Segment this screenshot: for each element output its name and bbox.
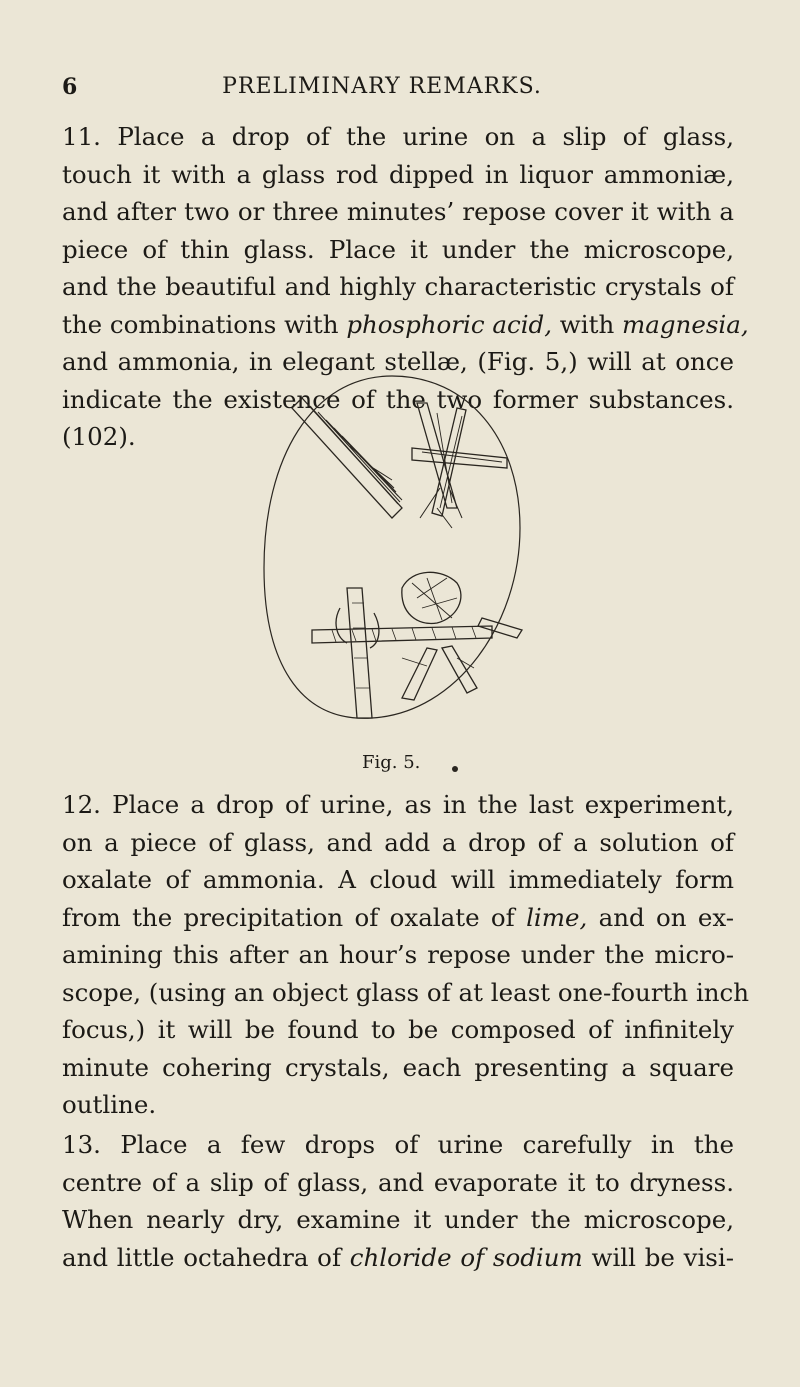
page-header — [62, 74, 702, 108]
text-line — [62, 306, 749, 344]
text-line: scope, (using an object glass of at least one-fourth inch — [62, 977, 750, 1007]
text-line: oxalate of ammonia. A cloud will immediately form — [62, 865, 734, 894]
crystal-vertical — [347, 588, 372, 718]
text-line: outline. — [62, 1090, 157, 1119]
text-span: and little octahedra of — [62, 1242, 350, 1272]
text-line: When nearly dry, examine it under the microscope, — [62, 1205, 734, 1234]
crystal-cluster — [402, 572, 461, 623]
text-span: with — [552, 309, 623, 339]
text-span: the combinations with — [62, 309, 347, 339]
page-number: 6 — [62, 74, 79, 100]
text-line: piece of thin glass. Place it under the microscope, — [62, 234, 734, 264]
text-span: and on ex- — [587, 902, 734, 932]
text-line: 12. Place a drop of urine, as in the last experiment, — [62, 790, 734, 819]
text-span: from the precipitation of oxalate of — [62, 902, 527, 932]
text-line: and after two or three minutes’ repose cover it with a — [62, 197, 734, 226]
text-line: (102). — [62, 422, 136, 451]
paragraph-12 — [62, 786, 750, 1124]
italic-term-sodium: of sodium — [460, 1242, 583, 1272]
italic-term-phosphoric-acid: phosphoric acid, — [346, 309, 553, 339]
text-line: 13. Place a few drops of urine carefully in the — [62, 1130, 734, 1159]
text-line — [62, 899, 734, 937]
text-line: 11. Place a drop of the urine on a slip of glass, — [62, 122, 734, 151]
text-line: touch it with a glass rod dipped in liquor ammoniæ, — [62, 159, 734, 189]
italic-term-magnesia: magnesia, — [622, 309, 749, 339]
text-line: and the beautiful and highly characteristic crystals of — [62, 272, 734, 301]
text-line — [62, 1239, 734, 1277]
text-line: amining this after an hour’s repose under the micro- — [62, 940, 734, 969]
crystal-cross — [417, 403, 466, 516]
italic-term-lime: lime, — [526, 902, 588, 932]
text-span: will be visi- — [582, 1242, 734, 1272]
text-line: on a piece of glass, and add a drop of a solution of — [62, 827, 734, 857]
print-speck — [452, 766, 458, 772]
crystal-small — [402, 646, 477, 700]
italic-term-chloride: chloride — [349, 1242, 452, 1272]
running-head: PRELIMINARY REMARKS. — [222, 74, 542, 99]
paragraph-13 — [62, 1126, 734, 1276]
text-line: minute cohering crystals, each presenting a square — [62, 1052, 734, 1082]
text-line: indicate the existence of the two former substances. — [62, 384, 734, 414]
drop-outline — [264, 376, 520, 718]
text-line: focus,) it will be found to be composed of infinitely — [62, 1015, 734, 1044]
text-line: and ammonia, in elegant stellæ, (Fig. 5,) will at once — [62, 347, 734, 376]
text-line: centre of a slip of glass, and evaporate it to dryness. — [62, 1167, 734, 1197]
figure-caption: Fig. 5. — [362, 752, 421, 773]
crystal-figure — [252, 368, 532, 730]
